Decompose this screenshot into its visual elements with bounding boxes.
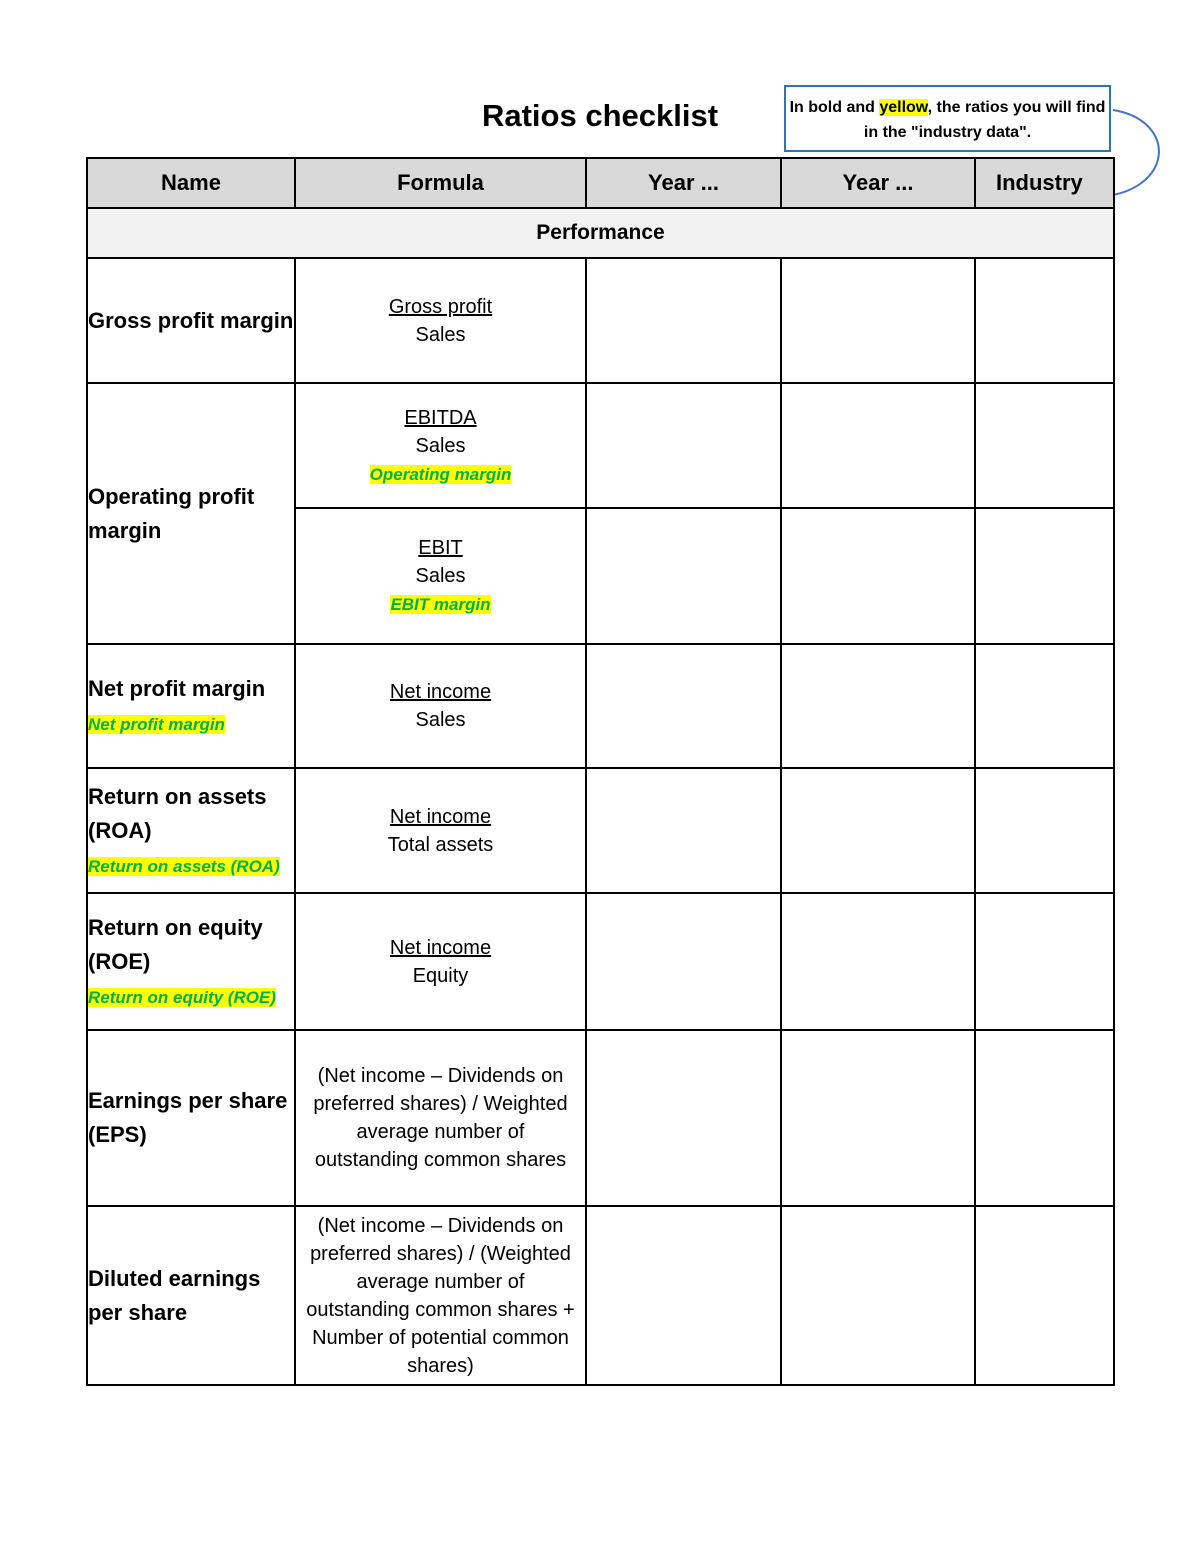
col-header-year-1: Year ... <box>586 158 781 208</box>
year-2-cell[interactable] <box>781 383 975 508</box>
ratio-name-text: Operating profit margin <box>88 483 255 543</box>
page-title: Ratios checklist <box>481 98 719 133</box>
ratio-name <box>87 383 295 644</box>
industry-cell[interactable] <box>975 258 1114 383</box>
year-2-cell[interactable] <box>781 1206 975 1385</box>
year-1-cell[interactable] <box>586 1030 781 1206</box>
col-header-name: Name <box>87 158 295 208</box>
section-row <box>87 208 1114 258</box>
col-header-industry: Industry <box>975 158 1114 208</box>
formula-numerator: EBITDA <box>404 406 477 429</box>
ratio-name <box>87 1030 295 1206</box>
industry-cell[interactable] <box>975 644 1114 768</box>
ratio-name-text: Net profit margin <box>88 676 266 701</box>
year-2-cell[interactable] <box>781 644 975 768</box>
ratio-name <box>87 893 295 1030</box>
industry-cell[interactable] <box>975 508 1114 644</box>
formula-numerator: Net income <box>389 681 492 703</box>
formula-numerator: Gross profit <box>388 295 493 318</box>
formula-denominator: Sales <box>415 709 466 731</box>
ratio-formula <box>295 258 586 383</box>
formula-denominator: Sales <box>415 434 466 457</box>
ratio-formula <box>295 1206 586 1385</box>
industry-data-tag: EBIT margin <box>390 595 491 614</box>
table-row <box>87 644 1114 768</box>
industry-cell[interactable] <box>975 1030 1114 1206</box>
ratio-name-text: Gross profit margin <box>88 307 294 333</box>
year-2-cell[interactable] <box>781 258 975 383</box>
formula-denominator: Equity <box>412 964 469 987</box>
industry-data-tag: Operating margin <box>369 464 512 484</box>
header-row <box>87 158 1114 208</box>
col-header-formula: Formula <box>295 158 586 208</box>
ratios-table <box>86 157 1115 1386</box>
ratio-name <box>87 644 295 768</box>
formula-denominator: Total assets <box>387 833 494 856</box>
year-1-cell[interactable] <box>586 644 781 768</box>
year-1-cell[interactable] <box>586 768 781 893</box>
ratio-name <box>87 258 295 383</box>
section-performance: Performance <box>87 208 1114 258</box>
ratio-formula <box>295 383 586 508</box>
ratio-formula <box>295 508 586 644</box>
formula-numerator: Net income <box>389 805 492 828</box>
ratio-formula <box>295 644 586 768</box>
ratio-name-text: Earnings per share (EPS) <box>88 1088 288 1147</box>
year-1-cell[interactable] <box>586 1206 781 1385</box>
ratio-formula <box>295 768 586 893</box>
industry-data-tag: Net profit margin <box>88 715 225 734</box>
ratio-name-text: Return on equity (ROE) <box>88 914 263 974</box>
year-1-cell[interactable] <box>586 508 781 644</box>
note-highlight: yellow <box>879 99 928 116</box>
table-row <box>87 258 1114 383</box>
table-row <box>87 768 1114 893</box>
ratio-name <box>87 1206 295 1385</box>
formula-numerator: EBIT <box>418 537 463 559</box>
industry-cell[interactable] <box>975 383 1114 508</box>
ratio-name <box>87 768 295 893</box>
ratio-formula <box>295 893 586 1030</box>
year-1-cell[interactable] <box>586 383 781 508</box>
formula-numerator: Net income <box>389 936 492 959</box>
ratio-name-text: Return on assets (ROA) <box>88 783 267 843</box>
year-1-cell[interactable] <box>586 893 781 1030</box>
note-text-start: In bold and <box>789 99 880 116</box>
year-2-cell[interactable] <box>781 768 975 893</box>
table-row <box>87 1030 1114 1206</box>
year-2-cell[interactable] <box>781 508 975 644</box>
col-header-year-2: Year ... <box>781 158 975 208</box>
year-2-cell[interactable] <box>781 893 975 1030</box>
year-2-cell[interactable] <box>781 1030 975 1206</box>
industry-cell[interactable] <box>975 768 1114 893</box>
table-row <box>87 383 1114 508</box>
table-row <box>87 1206 1114 1385</box>
industry-cell[interactable] <box>975 1206 1114 1385</box>
table-row <box>87 893 1114 1030</box>
formula-denominator: Sales <box>415 565 466 587</box>
formula-denominator: Sales <box>415 323 466 346</box>
note-text-end: , the ratios you will find in the "industry data". <box>863 99 1106 141</box>
industry-cell[interactable] <box>975 893 1114 1030</box>
industry-data-tag: Return on assets (ROA) <box>88 856 280 876</box>
formula-text: (Net income – Dividends on preferred shares) / Weighted average number of outstanding common shares <box>313 1065 568 1171</box>
industry-data-tag: Return on equity (ROE) <box>88 987 276 1007</box>
formula-text: (Net income – Dividends on preferred shares) / (Weighted average number of outstanding common shares + Number of potential common shares) <box>306 1214 575 1377</box>
ratio-name-text: Diluted earnings per share <box>88 1265 261 1325</box>
ratio-formula <box>295 1030 586 1206</box>
year-1-cell[interactable] <box>586 258 781 383</box>
